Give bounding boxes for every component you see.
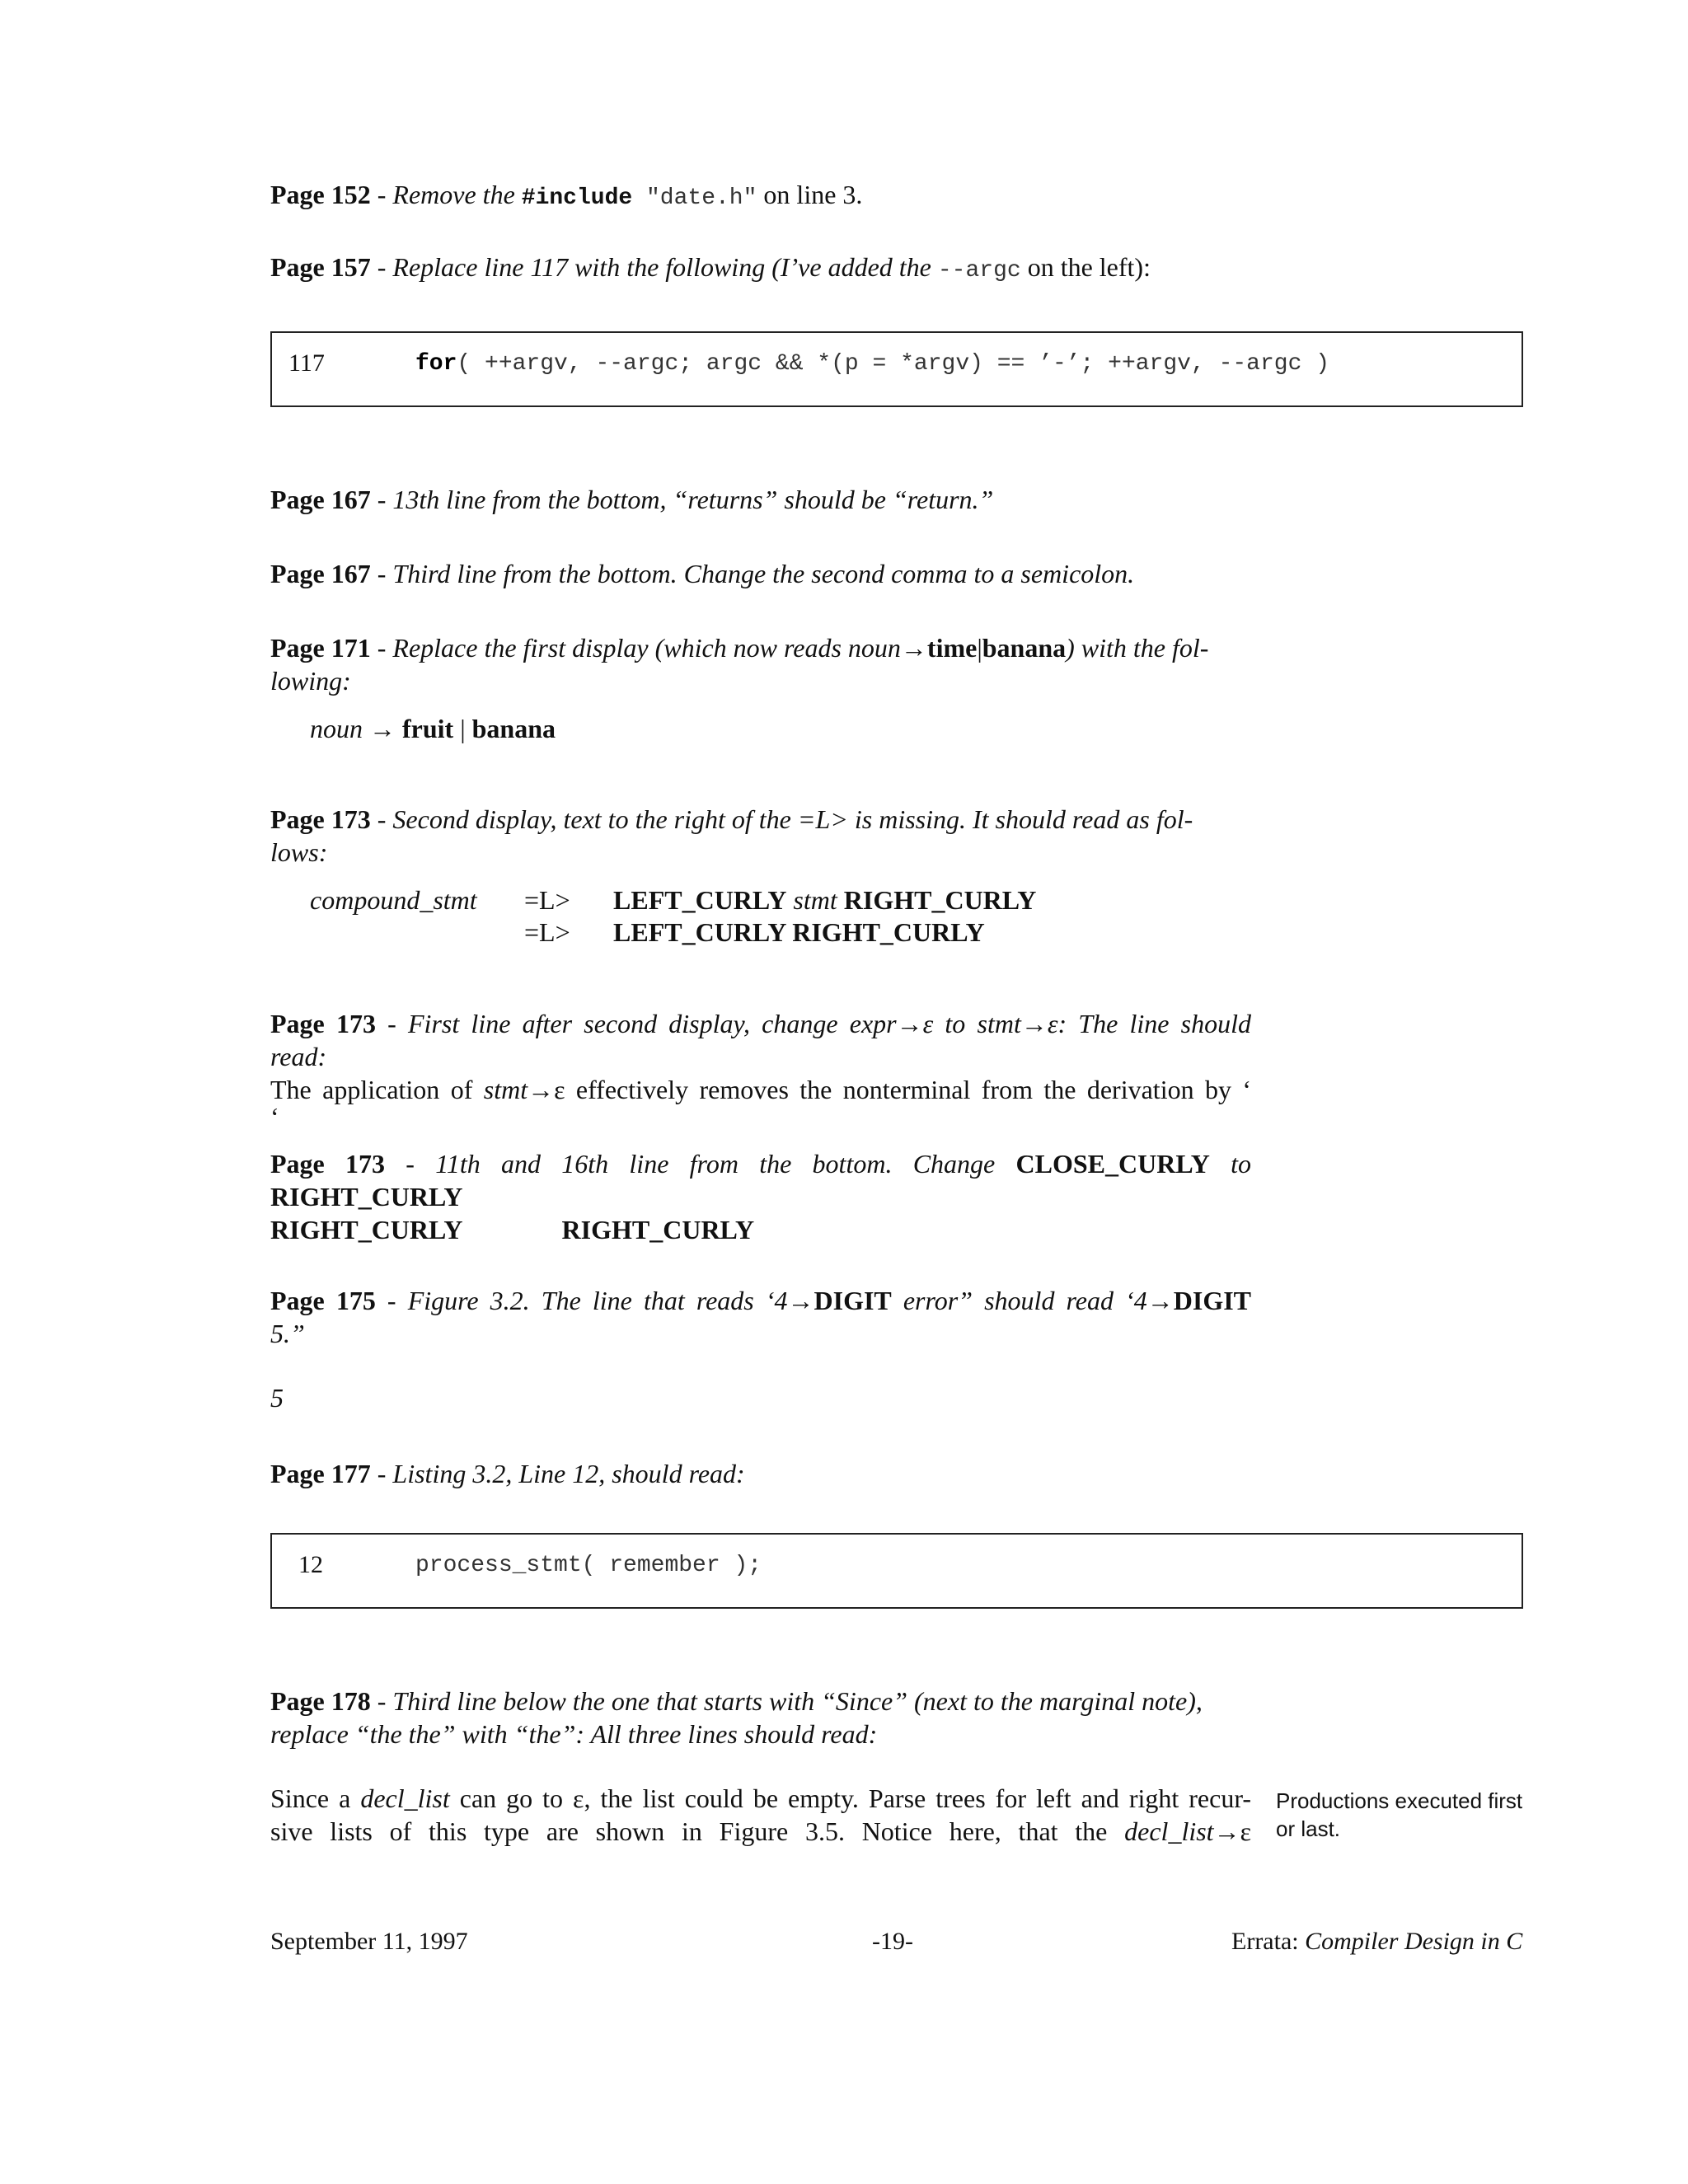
body-text: sive lists of this type are shown in Figure 3.5. Notice here, that the — [270, 1816, 1125, 1846]
footer-date: September 11, 1997 — [270, 1928, 468, 1955]
code-keyword: for — [415, 351, 457, 377]
bar: | — [453, 714, 472, 743]
errata-p157 — [270, 251, 1523, 288]
dash: - — [370, 485, 393, 514]
errata-text: error” should read ‘4→ — [891, 1286, 1174, 1315]
body-text: can go to ε, the list could be empty. Parse trees for left and right recur- — [449, 1783, 1252, 1813]
errata-text: lowing: — [270, 666, 351, 696]
grammar-rhs-2: LEFT_CURLY RIGHT_CURLY — [613, 917, 985, 947]
footer-label: Errata: — [1231, 1928, 1306, 1955]
nonterminal: decl_list — [360, 1783, 450, 1813]
terminal: LEFT_CURLY — [613, 885, 787, 915]
nonterminal: stmt — [483, 1075, 528, 1104]
page-ref: Page 171 — [270, 633, 371, 663]
errata-text: Replace line 117 with the following (I’ve added the — [392, 252, 938, 282]
arrow: → — [900, 633, 927, 663]
errata-text: First line after second display, change expr→ε to stmt→ε: The line should — [408, 1009, 1252, 1038]
dash: - — [375, 1009, 408, 1038]
code-box-line-117 — [270, 331, 1523, 407]
errata-p167a — [270, 483, 1251, 516]
errata-text: to — [1209, 1149, 1251, 1179]
inline-code: --argc — [937, 258, 1021, 284]
derives-op: =L> — [524, 885, 570, 915]
page-ref: Page 167 — [270, 559, 371, 588]
line-number: 12 — [298, 1551, 323, 1578]
arrow: → — [363, 714, 402, 743]
terminal: RIGHT_CURLY — [561, 1215, 755, 1244]
errata-text: Remove the — [392, 180, 522, 209]
dash: - — [370, 180, 393, 209]
include-directive: #include — [521, 185, 633, 211]
dash: - — [385, 1149, 436, 1179]
dash: - — [370, 559, 393, 588]
errata-five: 5 — [270, 1383, 284, 1413]
errata-text: Third line below the one that starts with “Since” (next to the marginal note), — [392, 1686, 1203, 1716]
nonterminal: decl_list — [1124, 1816, 1214, 1846]
errata-p173a — [270, 803, 1251, 869]
errata-text: Listing 3.2, Line 12, should read: — [392, 1459, 745, 1488]
page-ref: Page 157 — [270, 252, 371, 282]
grammar-terminal: banana — [982, 633, 1067, 663]
terminal: RIGHT_CURLY — [270, 1182, 463, 1212]
errata-p171 — [270, 631, 1251, 697]
code-rest: ( ++argv, --argc; argc && *(p = *argv) == ’-’; ++argv, --argc ) — [457, 351, 1329, 377]
grammar-terminal: time — [926, 633, 978, 663]
page-ref: Page 167 — [270, 485, 371, 514]
margin-note: Productions executed first or last. — [1276, 1788, 1523, 1841]
code-line — [415, 351, 1329, 377]
errata-p173c — [270, 1147, 1251, 1246]
errata-p178 — [270, 1685, 1251, 1750]
nonterminal: compound_stmt — [310, 885, 477, 915]
quote-mark: ‘ — [270, 1102, 279, 1132]
dash: - — [370, 1459, 393, 1488]
errata-text: Second display, text to the right of the =L> is missing. It should read as fol- — [392, 804, 1193, 834]
page-ref: Page 173 — [270, 804, 371, 834]
nonterminal: stmt — [793, 885, 837, 915]
page-ref: Page 175 — [270, 1286, 376, 1315]
errata-text: Third line from the bottom. Change the second comma to a semicolon. — [392, 559, 1135, 588]
terminal: banana — [471, 714, 556, 743]
nonterminal: noun — [310, 714, 363, 743]
book-title: Compiler Design in C — [1305, 1928, 1523, 1955]
dash: - — [375, 1286, 408, 1315]
grammar-op-2 — [524, 916, 570, 949]
errata-text: 11th and 16th line from the bottom. Change — [435, 1149, 1016, 1179]
grammar-lhs — [310, 883, 477, 916]
page-ref: Page 173 — [270, 1009, 376, 1038]
body-text: →ε — [1213, 1816, 1251, 1846]
terminal: DIGIT — [814, 1286, 892, 1315]
errata-text: on line 3. — [757, 180, 863, 209]
dash: - — [370, 633, 393, 663]
grammar-op-1 — [524, 883, 570, 916]
display-noun — [310, 712, 556, 745]
errata-text: lows: — [270, 837, 328, 867]
terminal: RIGHT_CURLY — [843, 885, 1037, 915]
errata-text: on the left): — [1020, 252, 1151, 282]
errata-text: read: — [270, 1042, 327, 1071]
dash: - — [370, 1686, 393, 1716]
line-number: 117 — [288, 349, 325, 377]
errata-text: 13th line from the bottom, “returns” should be “return.” — [392, 485, 994, 514]
errata-text: 5.” — [270, 1319, 305, 1348]
footer-page-number: -19- — [872, 1928, 913, 1955]
terminal: DIGIT — [1173, 1286, 1252, 1315]
errata-p178-body — [270, 1782, 1251, 1848]
dash: - — [370, 804, 393, 834]
body-text: The application of — [270, 1075, 484, 1104]
errata-text: Replace the first display (which now reads noun — [392, 633, 901, 663]
errata-p177 — [270, 1457, 1251, 1490]
footer-title — [1231, 1925, 1522, 1958]
page-ref: Page 178 — [270, 1686, 371, 1716]
terminal: RIGHT_CURLY — [270, 1215, 463, 1244]
errata-p167b — [270, 557, 1251, 590]
body-text: →ε effectively removes the nonterminal from the derivation by ‘ — [528, 1075, 1252, 1104]
terminal: CLOSE_CURLY — [1015, 1149, 1210, 1179]
derives-op: =L> — [524, 917, 570, 947]
errata-p173b — [270, 1007, 1252, 1132]
include-file: "date.h" — [632, 185, 757, 211]
bar: | — [977, 633, 982, 663]
errata-p175 — [270, 1284, 1251, 1350]
code-box-line-12 — [270, 1533, 1523, 1609]
body-text: Since a — [270, 1783, 361, 1813]
grammar-rhs-1 — [613, 883, 1036, 916]
errata-text: ) with the fol- — [1066, 633, 1209, 663]
page-ref: Page 152 — [270, 180, 371, 209]
dash: - — [370, 252, 393, 282]
page-ref: Page 177 — [270, 1459, 371, 1488]
errata-text: replace “the the” with “the”: All three lines should read: — [270, 1719, 878, 1749]
code-line: process_stmt( remember ); — [415, 1553, 762, 1578]
page-ref: Page 173 — [270, 1149, 386, 1179]
terminal: fruit — [402, 714, 454, 743]
errata-p152 — [270, 178, 1251, 215]
errata-text: Figure 3.2. The line that reads ‘4→ — [407, 1286, 814, 1315]
